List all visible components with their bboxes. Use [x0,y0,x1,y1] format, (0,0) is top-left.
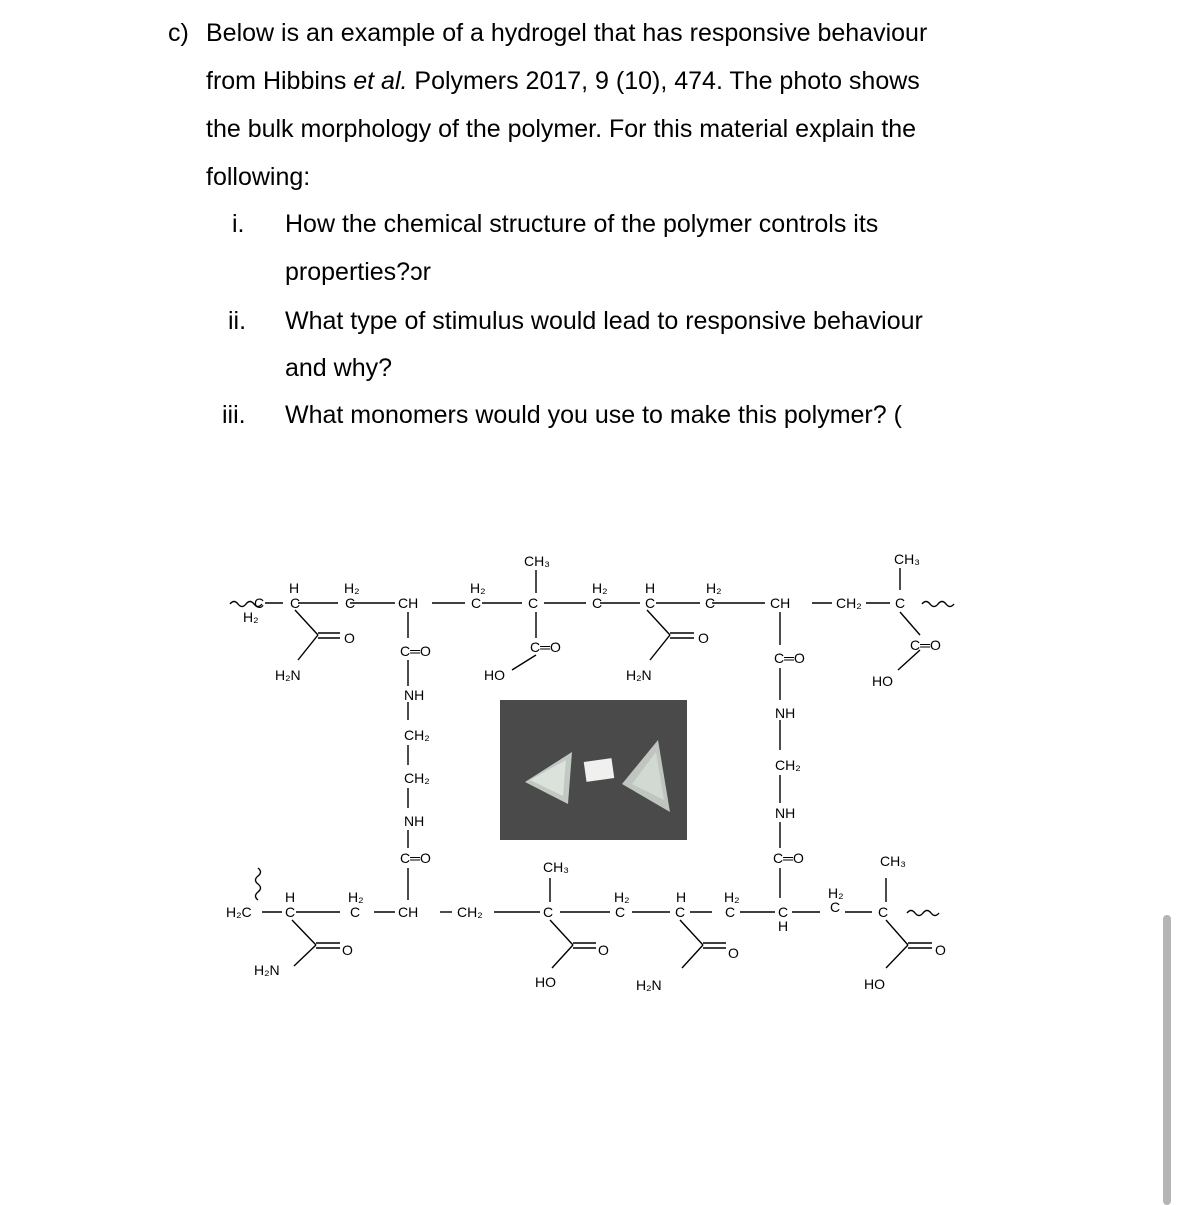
label-c: C [528,595,539,611]
intro-line-3: the bulk morphology of the polymer. For this material explain the [206,115,917,143]
label-o: O [935,942,946,958]
label-h2: H₂ [344,580,360,596]
label-nh: NH [775,705,796,721]
label-c: C [615,904,626,920]
label-c-eq-o: C═O [773,850,804,866]
label-h2: H₂ [706,580,722,596]
hydrogel-photo [500,700,687,840]
label-c-eq-o: C═O [400,850,431,866]
label-c: C [290,595,301,611]
scrollbar[interactable] [1163,915,1171,1205]
label-ch2: CH₂ [457,904,483,920]
label-h2: H₂ [592,580,608,596]
label-h: H [676,889,687,905]
item-3-line-1: What monomers would you use to make this polymer? ( [285,401,902,429]
label-h2: H₂ [724,889,740,905]
label-c: C [778,904,789,920]
label-h: H [645,580,656,596]
label-o: O [342,942,353,958]
item-3-number: iii. [222,401,246,429]
label-c: C [725,904,736,920]
label-ch2: CH₂ [404,770,430,786]
label-h2: H₂ [243,609,259,625]
label-ch: CH [398,904,419,920]
label-nh: NH [775,805,796,821]
item-2-line-2: and why? [285,354,393,382]
label-ho: HO [484,667,505,683]
label-ch3: CH₃ [880,853,906,869]
label-h2: H₂ [348,889,364,905]
intro-line-2-end: Polymers 2017, 9 (10), 474. The photo shows [407,67,920,95]
item-1-number: i. [232,210,245,238]
label-nh: NH [404,813,425,829]
label-c: C [705,595,716,611]
label-h: H [285,889,296,905]
item-2-number: ii. [228,307,247,335]
label-ch3-top-right: CH₃ [894,551,920,567]
label-c: C [830,899,841,915]
label-ch2: CH₂ [836,595,862,611]
label-c: C [895,595,906,611]
item-1-line-2: properties?ɔr [285,258,431,286]
intro-line-2-italic: et al. [353,67,408,95]
label-h2c: H₂C [226,904,252,920]
label-ch2: CH₂ [775,757,801,773]
label-c: C [543,904,554,920]
label-h2n: H₂N [626,667,652,683]
intro-line-1: Below is an example of a hydrogel that has responsive behaviour [206,19,928,47]
label-ho: HO [864,976,885,992]
label-c: C [675,904,686,920]
label-o: O [698,630,709,646]
intro-line-4: following: [206,163,311,191]
label-h2n: H₂N [636,977,662,993]
label-c-eq-o: C═O [400,643,431,659]
label-o: O [598,942,609,958]
label-c: C [285,904,296,920]
label-c-eq-o: C═O [774,650,805,666]
label-c: C [350,904,361,920]
label-c: C [345,595,356,611]
label-o: O [728,945,739,961]
label-c-eq-o: C═O [910,637,941,653]
label-ch3: CH₃ [543,859,569,875]
label-h2n: H₂N [254,962,280,978]
label-ch: CH [398,595,419,611]
label-c: C [471,595,482,611]
label-ch3-top: CH₃ [524,553,550,569]
label-ho: HO [535,974,556,990]
item-1-line-1: How the chemical structure of the polymer controls its [285,210,879,238]
intro-line-2-start: from Hibbins [206,67,354,95]
label-ch2: CH₂ [404,727,430,743]
label-h2: H₂ [470,580,486,596]
label-h2: H₂ [828,885,844,901]
label-c: C [878,904,889,920]
part-label: c) [168,19,189,47]
item-2-line-1: What type of stimulus would lead to responsive behaviour [285,307,923,335]
label-o: O [344,630,355,646]
label-h2n: H₂N [275,667,301,683]
label-c: C [592,595,603,611]
label-c-eq-o: C═O [530,639,561,655]
label-h: H [289,580,300,596]
label-ho: HO [872,673,893,689]
label-c: C [645,595,656,611]
label-ch: CH [770,595,791,611]
label-nh: NH [404,687,425,703]
label-h: H [778,918,789,934]
label-c: C [254,595,265,611]
label-h2: H₂ [614,889,630,905]
